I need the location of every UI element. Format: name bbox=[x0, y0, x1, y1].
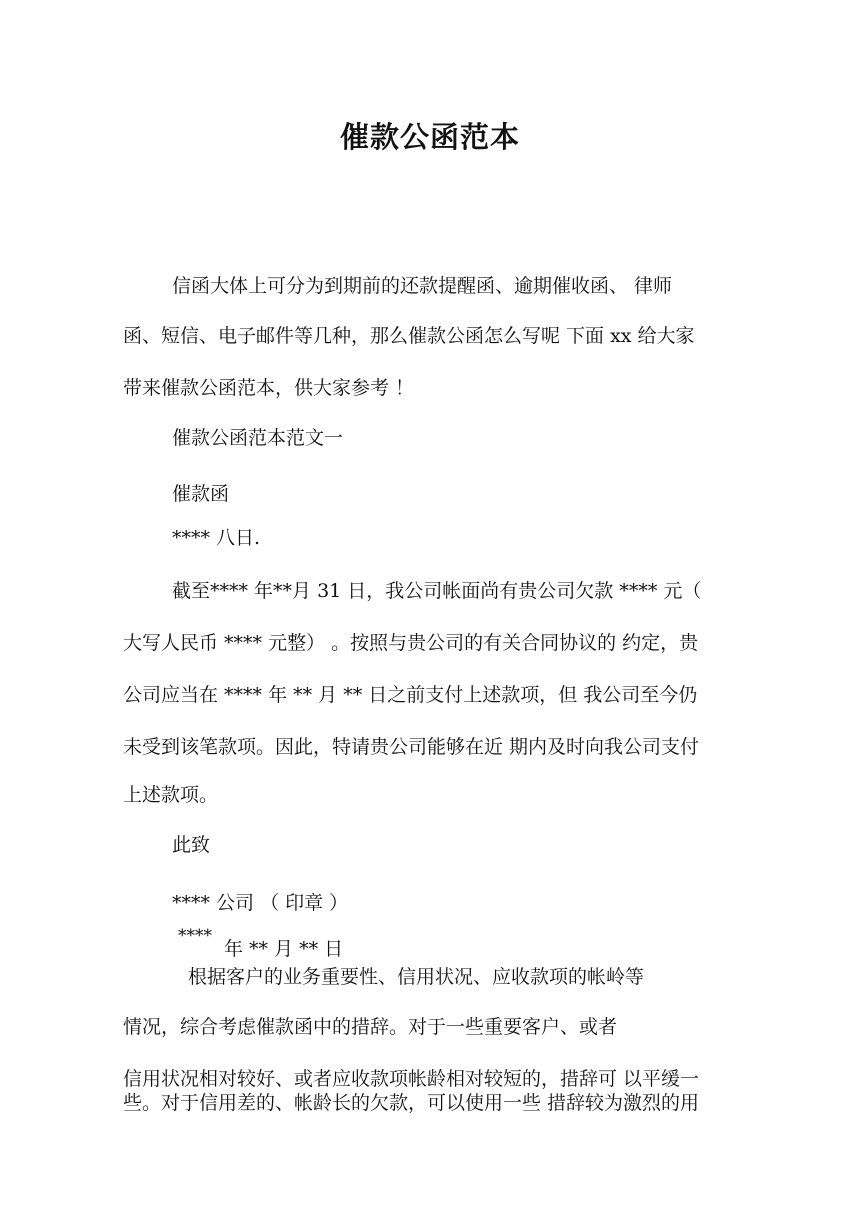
body-line-1: 截至**** 年**月 31 日，我公司帐面尚有贵公司欠款 **** 元（ bbox=[172, 580, 702, 602]
intro-line-2: 函、短信、电子邮件等几种，那么催款公函怎么写呢 下面 xx 给大家 bbox=[123, 325, 695, 347]
body-line-2: 大写人民币 **** 元整） 。按照与贵公司的有关合同协议的 约定，贵 bbox=[123, 632, 699, 654]
body-line-5: 上述款项。 bbox=[123, 784, 219, 806]
reasoning-line-4: 些。对于信用差的、帐龄长的欠款，可以使用一些 措辞较为激烈的用 bbox=[123, 1092, 700, 1114]
reasoning-line-1: 根据客户的业务重要性、信用状况、应收款项的帐岭等 bbox=[188, 966, 645, 988]
body-line-3: 公司应当在 **** 年 ** 月 ** 日之前支付上述款项，但 我公司至今仍 bbox=[123, 684, 698, 706]
signature-company: **** 公司 （ 印章 ） bbox=[172, 892, 349, 914]
reasoning-line-2: 情况，综合考虑催款函中的措辞。对于一些重要客户、或者 bbox=[123, 1016, 618, 1038]
intro-line-3: 带来催款公函范本，供大家参考 ！ bbox=[123, 377, 415, 399]
signature-stars: **** bbox=[178, 926, 212, 946]
sample-heading: 催款公函范本范文一 bbox=[172, 427, 344, 449]
letter-heading: 催款函 bbox=[172, 483, 230, 505]
signature-date: 年 ** 月 ** 日 bbox=[224, 938, 344, 960]
reasoning-line-3: 信用状况相对较好、或者应收款项帐龄相对较短的，措辞可 以平缓一 bbox=[123, 1068, 700, 1090]
date-line: **** 八日. bbox=[172, 527, 261, 549]
body-line-4: 未受到该笔款项。因此，特请贵公司能够在近 期内及时向我公司支付 bbox=[123, 736, 700, 758]
document-title: 催款公函范本 bbox=[339, 120, 520, 154]
intro-line-1: 信函大体上可分为到期前的还款提醒函、逾期催收函、 律师 bbox=[172, 275, 673, 297]
salutation: 此致 bbox=[172, 834, 211, 856]
